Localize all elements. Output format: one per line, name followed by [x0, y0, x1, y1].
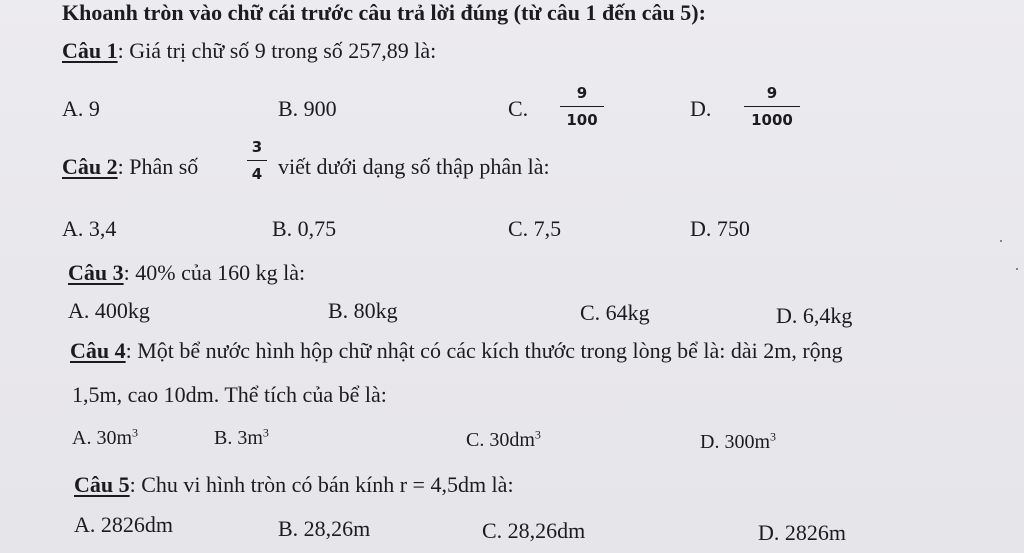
q4-option-b-label: B. [214, 427, 233, 449]
question-3-label: Câu 3 [68, 260, 124, 285]
q4-option-b[interactable] [214, 425, 269, 449]
question-1-label: Câu 1 [62, 38, 118, 63]
q2-fraction [247, 140, 267, 182]
q3-option-a[interactable]: A. 400kg [68, 298, 150, 323]
question-1 [62, 40, 436, 62]
q4-option-d-label: D. [700, 431, 720, 453]
q5-option-a[interactable]: A. 2826dm [74, 512, 173, 537]
q4-option-a[interactable] [72, 425, 139, 449]
q1-option-b[interactable]: B. 900 [278, 96, 337, 121]
q1-option-d-numerator: 9 [766, 84, 778, 102]
q4-option-d-exponent: 3 [770, 429, 777, 444]
q2-fraction-denominator: 4 [251, 165, 263, 183]
q5-option-c[interactable]: C. 28,26dm [482, 518, 586, 543]
q1-option-c-label[interactable]: C. [508, 96, 529, 121]
q1-option-c-denominator: 100 [566, 111, 598, 129]
q4-option-a-label: A. [72, 427, 92, 449]
q2-option-b[interactable]: B. 0,75 [272, 216, 337, 241]
q1-option-d-fraction[interactable] [744, 86, 800, 128]
q1-option-c-numerator: 9 [576, 84, 588, 102]
question-3 [68, 262, 305, 284]
q2-fraction-numerator: 3 [251, 138, 263, 156]
q4-option-b-exponent: 3 [262, 425, 269, 440]
q1-option-d-denominator: 1000 [751, 111, 793, 129]
q4-option-c-label: C. [466, 429, 485, 451]
q1-option-d-label[interactable]: D. [690, 96, 712, 121]
question-4-text-line2: 1,5m, cao 10dm. Thể tích của bể là: [72, 382, 387, 407]
question-2-label: Câu 2 [62, 154, 118, 179]
q3-option-b[interactable]: B. 80kg [328, 298, 398, 323]
question-5-text: : Chu vi hình tròn có bán kính r = 4,5dm là: [129, 472, 514, 497]
question-2 [62, 156, 198, 178]
q4-option-d-value: 300m [724, 431, 771, 453]
question-5 [74, 474, 514, 496]
instruction-header: Khoanh tròn vào chữ cái trước câu trả lời đúng (từ câu 1 đến câu 5): [62, 0, 706, 25]
question-4-text-line1: : Một bể nước hình hộp chữ nhật có các kích thước trong lòng bể là: dài 2m, rộng [125, 338, 843, 363]
q2-option-a[interactable]: A. 3,4 [62, 216, 117, 241]
q4-option-d[interactable] [700, 429, 777, 453]
q4-option-b-value: 3m [237, 427, 263, 449]
question-4-label: Câu 4 [70, 338, 126, 363]
paper-speck [1016, 268, 1018, 270]
question-2-text-after: viết dưới dạng số thập phân là: [278, 154, 550, 179]
q3-option-d[interactable]: D. 6,4kg [776, 303, 853, 328]
q3-option-c[interactable]: C. 64kg [580, 300, 650, 325]
q1-option-a[interactable]: A. 9 [62, 96, 100, 121]
question-2-text-before: : Phân số [117, 154, 199, 179]
paper-speck [1000, 240, 1002, 242]
q4-option-a-exponent: 3 [132, 425, 139, 440]
question-1-text: : Giá trị chữ số 9 trong số 257,89 là: [117, 38, 437, 63]
question-4 [70, 340, 843, 362]
q2-option-d[interactable]: D. 750 [690, 216, 750, 241]
q5-option-d[interactable]: D. 2826m [758, 520, 846, 545]
q4-option-c-exponent: 3 [534, 427, 541, 442]
question-5-label: Câu 5 [74, 472, 130, 497]
q5-option-b[interactable]: B. 28,26m [278, 516, 371, 541]
q4-option-c-value: 30dm [489, 429, 535, 451]
q2-option-c[interactable]: C. 7,5 [508, 216, 562, 241]
question-3-text: : 40% của 160 kg là: [123, 260, 306, 285]
q4-option-c[interactable] [466, 427, 541, 451]
q4-option-a-value: 30m [96, 427, 133, 449]
q1-option-c-fraction[interactable] [560, 86, 604, 128]
